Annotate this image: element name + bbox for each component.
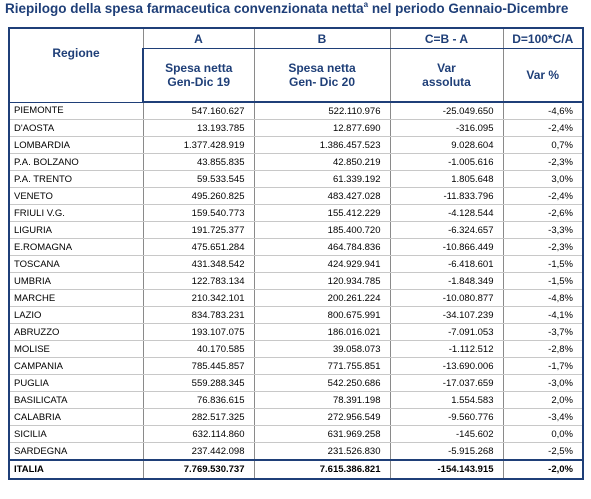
cell-spesa-19: 210.342.101: [143, 290, 254, 307]
header-label-d: Var %: [503, 49, 583, 103]
cell-regione: UMBRIA: [9, 273, 143, 290]
cell-var-pct: 0,7%: [503, 137, 583, 154]
cell-regione: ABRUZZO: [9, 324, 143, 341]
header-regione: Regione: [9, 28, 143, 102]
cell-spesa-19: 237.442.098: [143, 443, 254, 461]
cell-var-pct: 2,0%: [503, 392, 583, 409]
cell-spesa-20: 542.250.686: [254, 375, 390, 392]
header-label-a-line2: Gen-Dic 19: [167, 75, 231, 89]
cell-var-pct: -2,0%: [503, 460, 583, 479]
table-row: [9, 290, 583, 307]
header-label-a: [143, 49, 254, 103]
table-row: [9, 239, 583, 256]
cell-regione: PIEMONTE: [9, 102, 143, 120]
cell-spesa-20: 200.261.224: [254, 290, 390, 307]
title-suffix: nel periodo Gennaio-Dicembre: [368, 1, 569, 16]
cell-var-pct: -2,3%: [503, 239, 583, 256]
cell-var-pct: -1,5%: [503, 256, 583, 273]
header-letter-d: D=100*C/A: [503, 28, 583, 49]
cell-spesa-19: 159.540.773: [143, 205, 254, 222]
table-row: [9, 426, 583, 443]
cell-spesa-19: 632.114.860: [143, 426, 254, 443]
table-row: [9, 188, 583, 205]
cell-regione: TOSCANA: [9, 256, 143, 273]
cell-var-assoluta: 9.028.604: [390, 137, 503, 154]
cell-var-assoluta: -145.602: [390, 426, 503, 443]
table-body: [9, 102, 583, 479]
cell-regione: LOMBARDIA: [9, 137, 143, 154]
header-label-c-line1: Var: [437, 61, 456, 75]
cell-spesa-20: 522.110.976: [254, 102, 390, 120]
table-row: [9, 137, 583, 154]
cell-var-assoluta: -1.848.349: [390, 273, 503, 290]
cell-spesa-19: 13.193.785: [143, 120, 254, 137]
cell-var-assoluta: -1.112.512: [390, 341, 503, 358]
cell-spesa-19: 282.517.325: [143, 409, 254, 426]
title-text: Riepilogo della spesa farmaceutica convenzionata netta: [5, 1, 364, 16]
table-row: [9, 171, 583, 188]
cell-regione: E.ROMAGNA: [9, 239, 143, 256]
cell-spesa-19: 76.836.615: [143, 392, 254, 409]
report-title: [5, 1, 591, 19]
cell-regione: ITALIA: [9, 460, 143, 479]
cell-spesa-19: 193.107.075: [143, 324, 254, 341]
table-row: [9, 341, 583, 358]
cell-spesa-19: 431.348.542: [143, 256, 254, 273]
cell-spesa-19: 547.160.627: [143, 102, 254, 120]
cell-regione: D'AOSTA: [9, 120, 143, 137]
cell-var-assoluta: -6.418.601: [390, 256, 503, 273]
cell-spesa-20: 424.929.941: [254, 256, 390, 273]
table-row: [9, 324, 583, 341]
cell-spesa-19: 43.855.835: [143, 154, 254, 171]
cell-var-assoluta: -9.560.776: [390, 409, 503, 426]
cell-regione: MOLISE: [9, 341, 143, 358]
cell-var-pct: -2,6%: [503, 205, 583, 222]
cell-spesa-20: 155.412.229: [254, 205, 390, 222]
cell-spesa-19: 40.170.585: [143, 341, 254, 358]
cell-regione: LAZIO: [9, 307, 143, 324]
cell-var-pct: -1,5%: [503, 273, 583, 290]
cell-var-assoluta: 1.805.648: [390, 171, 503, 188]
cell-var-assoluta: -5.915.268: [390, 443, 503, 461]
cell-spesa-20: 771.755.851: [254, 358, 390, 375]
cell-regione: LIGURIA: [9, 222, 143, 239]
cell-var-assoluta: -316.095: [390, 120, 503, 137]
cell-spesa-20: 1.386.457.523: [254, 137, 390, 154]
cell-spesa-20: 800.675.991: [254, 307, 390, 324]
cell-var-assoluta: -7.091.053: [390, 324, 503, 341]
cell-regione: BASILICATA: [9, 392, 143, 409]
header-label-c: [390, 49, 503, 103]
header-label-c-line2: assoluta: [422, 75, 471, 89]
cell-spesa-20: 78.391.198: [254, 392, 390, 409]
cell-var-assoluta: -34.107.239: [390, 307, 503, 324]
cell-var-pct: -4,1%: [503, 307, 583, 324]
cell-spesa-20: 231.526.830: [254, 443, 390, 461]
cell-spesa-20: 272.956.549: [254, 409, 390, 426]
cell-var-assoluta: -13.690.006: [390, 358, 503, 375]
cell-spesa-20: 120.934.785: [254, 273, 390, 290]
title-footnote-marker: a: [363, 0, 369, 9]
cell-regione: P.A. TRENTO: [9, 171, 143, 188]
cell-regione: PUGLIA: [9, 375, 143, 392]
cell-var-pct: -3,3%: [503, 222, 583, 239]
cell-var-assoluta: -1.005.616: [390, 154, 503, 171]
table-row: [9, 375, 583, 392]
cell-spesa-19: 785.445.857: [143, 358, 254, 375]
cell-spesa-19: 1.377.428.919: [143, 137, 254, 154]
cell-var-pct: -2,4%: [503, 188, 583, 205]
table-row: [9, 120, 583, 137]
cell-regione: SARDEGNA: [9, 443, 143, 461]
table-row: [9, 222, 583, 239]
cell-var-assoluta: -25.049.650: [390, 102, 503, 120]
table-row: [9, 154, 583, 171]
cell-var-pct: -3,4%: [503, 409, 583, 426]
cell-spesa-20: 39.058.073: [254, 341, 390, 358]
cell-spesa-19: 59.533.545: [143, 171, 254, 188]
cell-spesa-19: 559.288.345: [143, 375, 254, 392]
table-row: [9, 392, 583, 409]
cell-var-assoluta: -11.833.796: [390, 188, 503, 205]
cell-var-pct: -2,3%: [503, 154, 583, 171]
cell-var-assoluta: -4.128.544: [390, 205, 503, 222]
cell-spesa-19: 495.260.825: [143, 188, 254, 205]
cell-var-assoluta: -10.866.449: [390, 239, 503, 256]
cell-spesa-20: 185.400.720: [254, 222, 390, 239]
header-label-a-line1: Spesa netta: [165, 61, 233, 75]
cell-spesa-20: 61.339.192: [254, 171, 390, 188]
table-row: [9, 205, 583, 222]
table-row: [9, 358, 583, 375]
cell-spesa-20: 7.615.386.821: [254, 460, 390, 479]
table-row: [9, 443, 583, 461]
cell-var-pct: -2,5%: [503, 443, 583, 461]
cell-spesa-20: 186.016.021: [254, 324, 390, 341]
total-row: [9, 460, 583, 479]
cell-spesa-20: 483.427.028: [254, 188, 390, 205]
cell-var-pct: -3,0%: [503, 375, 583, 392]
cell-var-assoluta: -6.324.657: [390, 222, 503, 239]
table-row: [9, 256, 583, 273]
cell-spesa-20: 464.784.836: [254, 239, 390, 256]
table-row: [9, 409, 583, 426]
cell-regione: VENETO: [9, 188, 143, 205]
cell-spesa-20: 631.969.258: [254, 426, 390, 443]
header-letter-a: A: [143, 28, 254, 49]
cell-regione: MARCHE: [9, 290, 143, 307]
header-label-b-line1: Spesa netta: [288, 61, 356, 75]
table-row: [9, 102, 583, 120]
cell-spesa-19: 191.725.377: [143, 222, 254, 239]
header-row-letters: [9, 28, 583, 49]
cell-spesa-19: 834.783.231: [143, 307, 254, 324]
cell-var-pct: -3,7%: [503, 324, 583, 341]
cell-var-assoluta: -10.080.877: [390, 290, 503, 307]
cell-var-pct: -2,4%: [503, 120, 583, 137]
header-letter-c: C=B - A: [390, 28, 503, 49]
table-header: [9, 28, 583, 102]
spending-table: [8, 27, 584, 480]
cell-regione: P.A. BOLZANO: [9, 154, 143, 171]
cell-var-pct: -1,7%: [503, 358, 583, 375]
cell-var-assoluta: -154.143.915: [390, 460, 503, 479]
cell-spesa-19: 7.769.530.737: [143, 460, 254, 479]
cell-regione: CALABRIA: [9, 409, 143, 426]
cell-var-pct: 3,0%: [503, 171, 583, 188]
cell-regione: CAMPANIA: [9, 358, 143, 375]
cell-spesa-19: 475.651.284: [143, 239, 254, 256]
table-row: [9, 307, 583, 324]
header-letter-b: B: [254, 28, 390, 49]
cell-var-pct: -2,8%: [503, 341, 583, 358]
cell-spesa-19: 122.783.134: [143, 273, 254, 290]
cell-var-pct: 0,0%: [503, 426, 583, 443]
cell-spesa-20: 42.850.219: [254, 154, 390, 171]
cell-var-assoluta: 1.554.583: [390, 392, 503, 409]
cell-var-pct: -4,6%: [503, 102, 583, 120]
header-label-b: [254, 49, 390, 103]
cell-var-pct: -4,8%: [503, 290, 583, 307]
cell-regione: SICILIA: [9, 426, 143, 443]
cell-regione: FRIULI V.G.: [9, 205, 143, 222]
cell-spesa-20: 12.877.690: [254, 120, 390, 137]
table-row: [9, 273, 583, 290]
cell-var-assoluta: -17.037.659: [390, 375, 503, 392]
header-label-b-line2: Gen- Dic 20: [288, 75, 356, 89]
